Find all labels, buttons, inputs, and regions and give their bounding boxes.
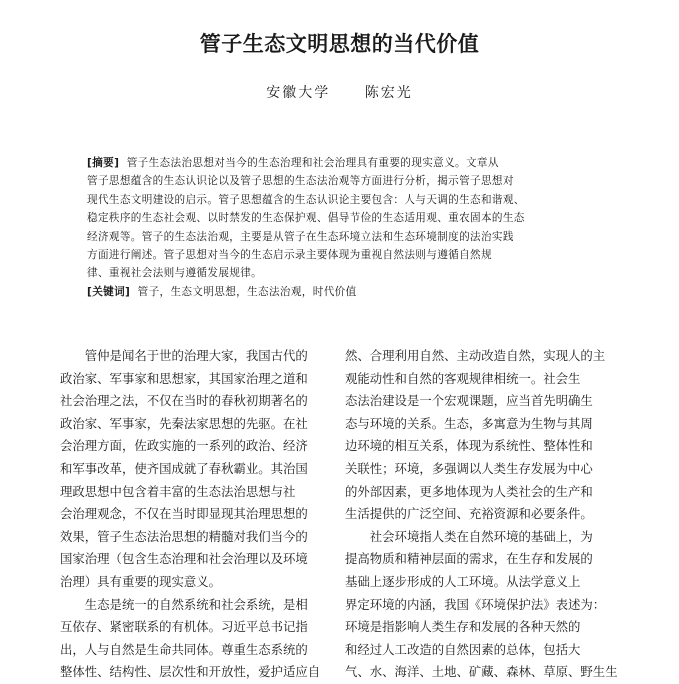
abstract-line: 律、重视社会法则与遵循发展规律。 <box>87 267 263 280</box>
abstract-line: 方面进行阐述。管子思想对当今的生态启示录主要体现为重视自然法则与遵循自然规 <box>87 248 492 261</box>
abstract-line: 现代生态文明建设的启示。管子思想蕴含的生态认识论主要包含：人与天调的生态和谐观、 <box>87 193 525 206</box>
body-line: 生活提供的广泛空间、充裕资源和必要条件。 <box>345 506 593 522</box>
abstract-label: [摘要] <box>87 157 120 169</box>
author-name: 陈宏光 <box>364 85 413 101</box>
body-line: 观能动性和自然的客观规律相统一。社会生 <box>345 370 581 386</box>
body-line: 会治理观念，不仅在当时即显现其治理思想的 <box>60 506 308 522</box>
body-line: 和经过人工改造的自然因素的总体，包括大 <box>345 641 581 657</box>
body-line: 然、合理利用自然、主动改造自然，实现人的主 <box>345 348 606 363</box>
body-line: 关联性；环境，多强调以人类生存发展为中心 <box>345 460 593 476</box>
keywords-label: [关键词] <box>87 285 131 298</box>
abstract-line: 经济观等。管子的生态法治观，主要是从管子在生态环境立法和生态环境制度的法治实践 <box>87 230 514 243</box>
body-line: 社会环境指人类在自然环境的基础上，为 <box>345 528 593 544</box>
body-line: 提高物质和精神层面的需求，在生存和发展的 <box>345 551 593 567</box>
body-line: 社会治理之法，不仅在当时的春秋初期著名的 <box>60 393 308 409</box>
body-line: 界定环境的内涵，我国《环境保护法》表述为： <box>345 596 606 612</box>
body-line: 边环境的相互关系，体现为系统性、整体性和 <box>345 438 593 454</box>
author-affiliation: 安徽大学 <box>266 85 331 101</box>
abstract-line: 管子思想蕴含的生态认识论以及管子思想的生态法治观等方面进行分析，揭示管子思想对 <box>87 175 514 188</box>
body-line: 政治家、军事家，先秦法家思想的先驱。在社 <box>60 415 308 431</box>
body-line: 气、水、海洋、土地、矿藏、森林、草原、野生生 <box>345 664 618 680</box>
body-line: 政治家、军事家和思想家，其国家治理之道和 <box>60 370 308 386</box>
body-line: 整体性、结构性、层次性和开放性，爱护适应自 <box>60 664 321 680</box>
body-line: 互依存、紧密联系的有机体。习近平总书记指 <box>60 619 308 635</box>
body-line: 治理）具有重要的现实意义。 <box>60 573 222 589</box>
abstract <box>87 154 592 301</box>
body-line: 态法治建设是一个宏观课题，应当首先明确生 <box>345 393 593 409</box>
body-left-column <box>60 345 322 684</box>
body-line: 管仲是闻名于世的治理大家，我国古代的 <box>60 348 308 363</box>
body-line: 理政思想中包含着丰富的生态法治思想与社 <box>60 483 296 499</box>
body-line: 国家治理（包含生态治理和社会治理以及环境 <box>60 551 308 567</box>
author-line <box>0 82 679 102</box>
body-line: 效果，管子生态法治思想的精髓对我们当今的 <box>60 528 308 544</box>
article-title: 管子生态文明思想的当代价值 <box>199 32 480 56</box>
body-line: 生态是统一的自然系统和社会系统，是相 <box>60 596 308 612</box>
keywords-text: 管子，生态文明思想，生态法治观，时代价值 <box>137 285 357 298</box>
body-line: 的外部因素，更多地体现为人类社会的生产和 <box>345 483 593 499</box>
body-line: 会治理方面，佐政实施的一系列的政治、经济 <box>60 438 308 454</box>
body-right-column <box>345 345 618 684</box>
body-line: 出，人与自然是生命共同体。尊重生态系统的 <box>60 641 308 657</box>
body-line: 和军事改革，使齐国成就了春秋霸业。其治国 <box>60 460 308 476</box>
abstract-line: 管子生态法治思想对当今的生态治理和社会治理具有重要的现实意义。文章从 <box>126 157 499 169</box>
body-line: 基础上逐步形成的人工环境。从法学意义上 <box>345 573 581 589</box>
body-line: 环境是指影响人类生存和发展的各种天然的 <box>345 619 581 635</box>
abstract-line: 稳定秩序的生态社会观、以时禁发的生态保护观、倡导节俭的生态适用观、重农固本的生态 <box>87 212 525 225</box>
body-line: 态与环境的关系。生态，多寓意为生物与其周 <box>345 415 593 431</box>
